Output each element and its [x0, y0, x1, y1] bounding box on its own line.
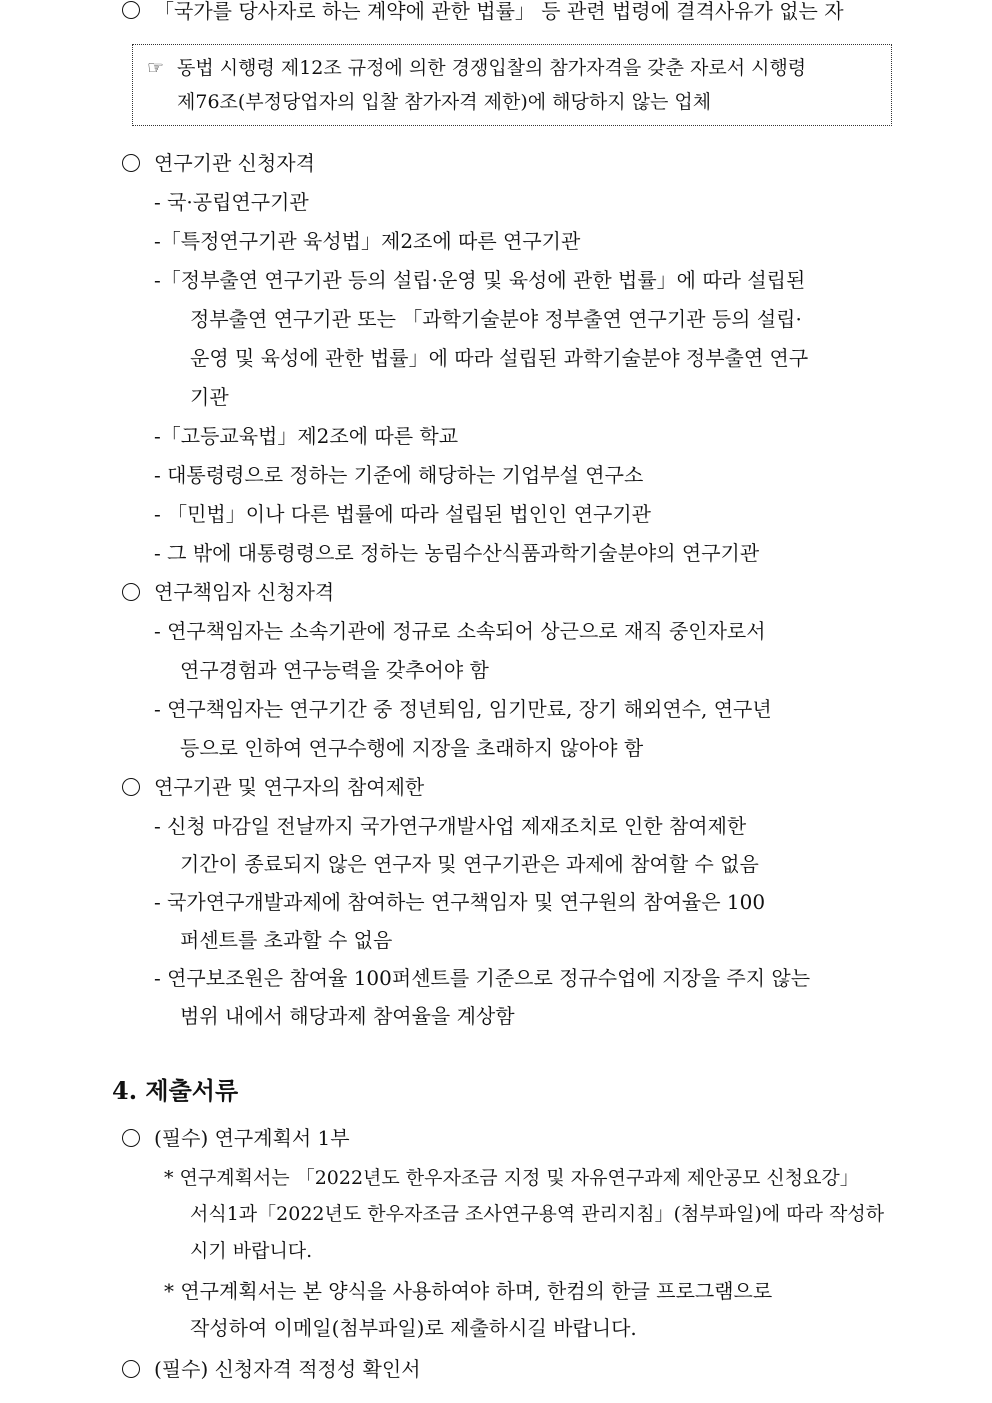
list-item: -「고등교육법」제2조에 따른 학교	[154, 424, 459, 448]
note-line: 동법 시행령 제12조 규정에 의한 경쟁입찰의 참가자격을 갖춘 자로서 시행령	[177, 57, 807, 79]
list-item-continuation: 기간이 종료되지 않은 연구자 및 연구기관은 과제에 참여할 수 없음	[180, 852, 759, 876]
submission-item: (필수) 연구계획서 1부	[154, 1126, 350, 1150]
list-item: - 국가연구개발과제에 참여하는 연구책임자 및 연구원의 참여율은 100	[154, 890, 766, 914]
section-title: 연구책임자 신청자격	[154, 580, 335, 604]
note-line-continuation: 작성하여 이메일(첨부파일)로 제출하시길 바랍니다.	[190, 1316, 637, 1340]
note-line: * 연구계획서는 본 양식을 사용하여야 하며, 한컴의 한글 프로그램으로	[164, 1279, 773, 1303]
list-item-continuation: 등으로 인하여 연구수행에 지장을 초래하지 않아야 함	[180, 736, 644, 760]
pointing-hand-icon: ☞	[147, 57, 165, 79]
list-item: - 「민법」이나 다른 법률에 따라 설립된 법인인 연구기관	[154, 502, 651, 526]
list-item: - 신청 마감일 전날까지 국가연구개발사업 제재조치로 인한 참여제한	[154, 814, 747, 838]
list-item: - 대통령령으로 정하는 기준에 해당하는 기업부설 연구소	[154, 463, 644, 487]
section-title: 연구기관 및 연구자의 참여제한	[154, 775, 425, 799]
list-item: - 연구책임자는 소속기관에 정규로 소속되어 상근으로 재직 중인자로서	[154, 619, 766, 643]
circle-bullet-icon	[122, 778, 140, 796]
list-item: - 연구책임자는 연구기간 중 정년퇴임, 임기만료, 장기 해외연수, 연구년	[154, 697, 772, 721]
note-line-continuation: 시기 바랍니다.	[190, 1240, 313, 1262]
list-item: - 연구보조원은 참여율 100퍼센트를 기준으로 정규수업에 지장을 주지 않는	[154, 966, 811, 990]
list-item-continuation: 연구경험과 연구능력을 갖추어야 함	[180, 658, 489, 682]
submission-item: (필수) 신청자격 적정성 확인서	[154, 1357, 421, 1381]
list-item: - 국·공립연구기관	[154, 190, 309, 214]
note-box	[132, 44, 892, 126]
list-item-continuation: 기관	[190, 385, 229, 409]
circle-bullet-icon	[122, 1, 140, 19]
list-item-continuation: 운영 및 육성에 관한 법률」에 따라 설립된 과학기술분야 정부출연 연구	[190, 346, 809, 370]
list-item-continuation: 범위 내에서 해당과제 참여율을 계상함	[180, 1004, 515, 1028]
note-line: 제76조(부정당업자의 입찰 참가자격 제한)에 해당하지 않는 업체	[177, 91, 712, 113]
list-item: -「정부출연 연구기관 등의 설립·운영 및 육성에 관한 법률」에 따라 설립된	[154, 268, 806, 292]
section-title: 연구기관 신청자격	[154, 151, 315, 175]
circle-bullet-icon	[122, 154, 140, 172]
circle-bullet-icon	[122, 583, 140, 601]
list-item: -「특정연구기관 육성법」제2조에 따른 연구기관	[154, 229, 581, 253]
requirement-item: 「국가를 당사자로 하는 계약에 관한 법률」 등 관련 법령에 결격사유가 없는 자	[154, 0, 844, 23]
list-item: - 그 밖에 대통령령으로 정하는 농림수산식품과학기술분야의 연구기관	[154, 541, 760, 565]
section-heading: 4. 제출서류	[112, 1076, 239, 1105]
list-item-continuation: 퍼센트를 초과할 수 없음	[180, 928, 393, 952]
list-item-continuation: 정부출연 연구기관 또는 「과학기술분야 정부출연 연구기관 등의 설립·	[190, 307, 802, 331]
circle-bullet-icon	[122, 1129, 140, 1147]
circle-bullet-icon	[122, 1360, 140, 1378]
note-line-continuation: 서식1과「2022년도 한우자조금 조사연구용역 관리지침」(첨부파일)에 따라 작성하	[190, 1203, 885, 1225]
note-line: * 연구계획서는 「2022년도 한우자조금 지정 및 자유연구과제 제안공모 신청요강」	[164, 1167, 859, 1189]
